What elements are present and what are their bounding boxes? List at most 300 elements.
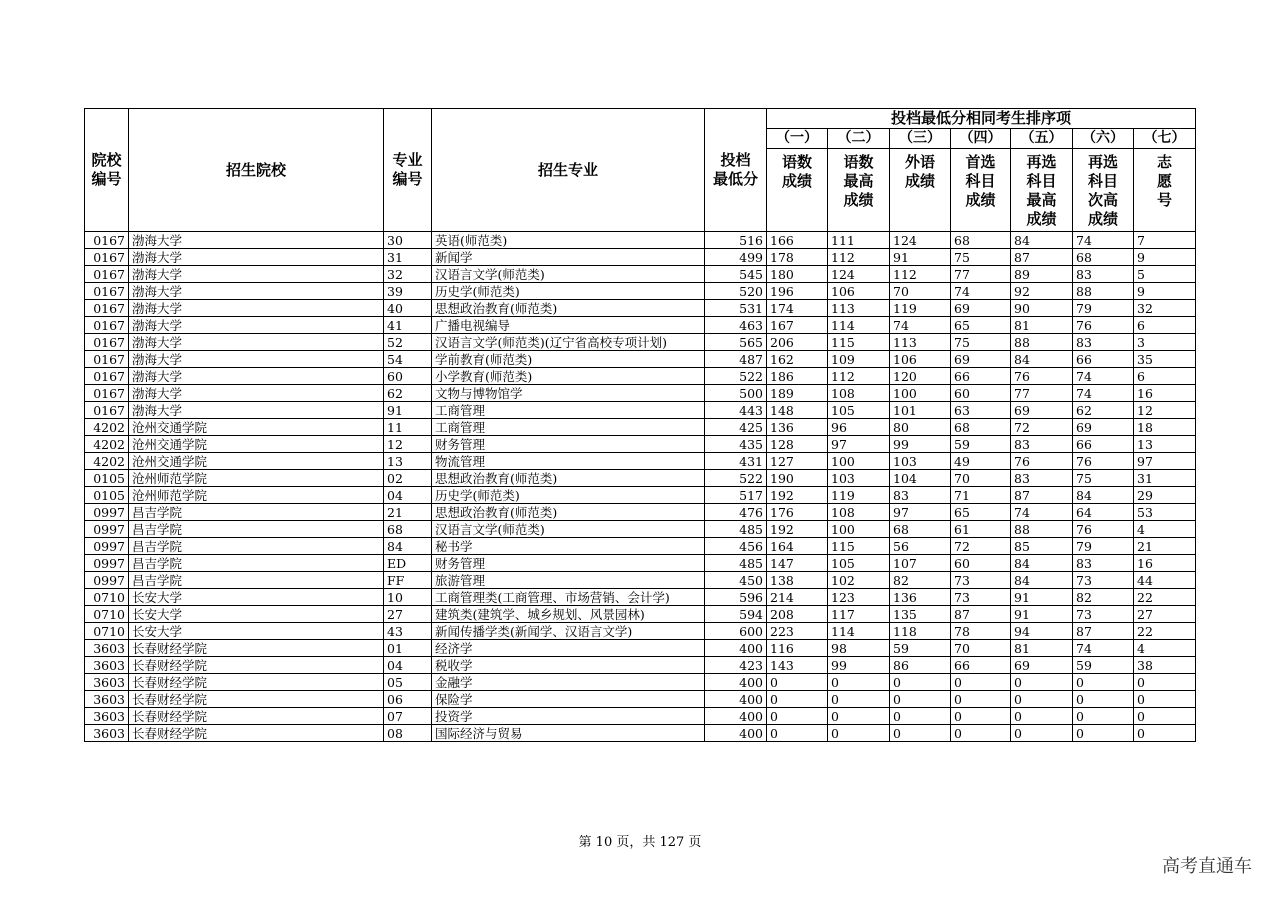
cell-tiebreak-1: 0 <box>767 691 828 708</box>
table-row <box>85 266 1196 283</box>
header-tiebreak-number: （三） <box>890 129 951 149</box>
cell-school-code: 3603 <box>85 725 129 742</box>
cell-tiebreak-1: 196 <box>767 283 828 300</box>
cell-major: 广播电视编导 <box>432 317 705 334</box>
cell-min-score: 596 <box>705 589 767 606</box>
header-tiebreak-number: （一） <box>767 129 828 149</box>
cell-major: 工商管理 <box>432 419 705 436</box>
cell-tiebreak-5: 91 <box>1011 589 1073 606</box>
table-row <box>85 317 1196 334</box>
cell-tiebreak-5: 0 <box>1011 725 1073 742</box>
table-row <box>85 283 1196 300</box>
cell-school-code: 0997 <box>85 572 129 589</box>
cell-tiebreak-1: 116 <box>767 640 828 657</box>
header-major-code: 专业 编号 <box>384 109 432 232</box>
cell-tiebreak-1: 223 <box>767 623 828 640</box>
cell-tiebreak-4: 63 <box>951 402 1011 419</box>
table-row <box>85 657 1196 674</box>
cell-major-code: 68 <box>384 521 432 538</box>
cell-tiebreak-6: 62 <box>1073 402 1134 419</box>
cell-tiebreak-6: 59 <box>1073 657 1134 674</box>
cell-tiebreak-4: 0 <box>951 674 1011 691</box>
cell-tiebreak-6: 74 <box>1073 368 1134 385</box>
table-row <box>85 572 1196 589</box>
cell-major-code: 91 <box>384 402 432 419</box>
cell-school-code: 0167 <box>85 317 129 334</box>
cell-min-score: 522 <box>705 470 767 487</box>
cell-tiebreak-1: 147 <box>767 555 828 572</box>
cell-school: 昌吉学院 <box>129 504 384 521</box>
cell-tiebreak-5: 92 <box>1011 283 1073 300</box>
cell-major-code: 84 <box>384 538 432 555</box>
cell-min-score: 425 <box>705 419 767 436</box>
cell-major: 国际经济与贸易 <box>432 725 705 742</box>
cell-tiebreak-6: 74 <box>1073 640 1134 657</box>
cell-tiebreak-2: 105 <box>828 402 890 419</box>
cell-min-score: 431 <box>705 453 767 470</box>
cell-school: 渤海大学 <box>129 283 384 300</box>
cell-tiebreak-7: 12 <box>1134 402 1196 419</box>
cell-tiebreak-7: 9 <box>1134 283 1196 300</box>
cell-min-score: 485 <box>705 555 767 572</box>
cell-school-code: 0997 <box>85 555 129 572</box>
cell-tiebreak-4: 71 <box>951 487 1011 504</box>
cell-major-code: 06 <box>384 691 432 708</box>
cell-tiebreak-4: 65 <box>951 504 1011 521</box>
cell-major-code: 02 <box>384 470 432 487</box>
cell-tiebreak-3: 0 <box>890 691 951 708</box>
table-row <box>85 725 1196 742</box>
cell-tiebreak-1: 162 <box>767 351 828 368</box>
cell-school-code: 4202 <box>85 453 129 470</box>
cell-tiebreak-2: 97 <box>828 436 890 453</box>
cell-tiebreak-2: 123 <box>828 589 890 606</box>
cell-school-code: 3603 <box>85 674 129 691</box>
cell-tiebreak-6: 83 <box>1073 334 1134 351</box>
cell-tiebreak-2: 115 <box>828 538 890 555</box>
cell-major: 秘书学 <box>432 538 705 555</box>
cell-min-score: 594 <box>705 606 767 623</box>
cell-major: 历史学(师范类) <box>432 283 705 300</box>
table-row <box>85 470 1196 487</box>
cell-tiebreak-4: 66 <box>951 657 1011 674</box>
cell-major-code: 12 <box>384 436 432 453</box>
cell-major-code: FF <box>384 572 432 589</box>
cell-tiebreak-3: 80 <box>890 419 951 436</box>
cell-tiebreak-2: 112 <box>828 368 890 385</box>
cell-tiebreak-6: 0 <box>1073 708 1134 725</box>
table-row <box>85 538 1196 555</box>
cell-tiebreak-1: 164 <box>767 538 828 555</box>
cell-tiebreak-6: 68 <box>1073 249 1134 266</box>
cell-tiebreak-3: 0 <box>890 674 951 691</box>
cell-tiebreak-1: 180 <box>767 266 828 283</box>
cell-tiebreak-7: 3 <box>1134 334 1196 351</box>
table-row <box>85 555 1196 572</box>
cell-school: 长春财经学院 <box>129 708 384 725</box>
header-school-code: 院校 编号 <box>85 109 129 232</box>
cell-tiebreak-5: 91 <box>1011 606 1073 623</box>
cell-tiebreak-2: 0 <box>828 691 890 708</box>
cell-school-code: 0167 <box>85 385 129 402</box>
cell-tiebreak-4: 73 <box>951 572 1011 589</box>
cell-tiebreak-5: 84 <box>1011 555 1073 572</box>
cell-school-code: 3603 <box>85 657 129 674</box>
cell-school: 渤海大学 <box>129 249 384 266</box>
cell-tiebreak-6: 66 <box>1073 436 1134 453</box>
cell-major: 历史学(师范类) <box>432 487 705 504</box>
cell-min-score: 400 <box>705 691 767 708</box>
table-row <box>85 351 1196 368</box>
cell-tiebreak-7: 22 <box>1134 589 1196 606</box>
cell-tiebreak-4: 60 <box>951 555 1011 572</box>
cell-min-score: 400 <box>705 725 767 742</box>
cell-major-code: 52 <box>384 334 432 351</box>
cell-tiebreak-5: 83 <box>1011 436 1073 453</box>
cell-school-code: 0997 <box>85 504 129 521</box>
cell-school-code: 0710 <box>85 606 129 623</box>
cell-min-score: 485 <box>705 521 767 538</box>
cell-major: 金融学 <box>432 674 705 691</box>
header-major: 招生专业 <box>432 109 705 232</box>
cell-school: 长安大学 <box>129 606 384 623</box>
cell-tiebreak-7: 32 <box>1134 300 1196 317</box>
cell-school: 长春财经学院 <box>129 691 384 708</box>
cell-min-score: 545 <box>705 266 767 283</box>
cell-tiebreak-5: 88 <box>1011 521 1073 538</box>
cell-tiebreak-2: 108 <box>828 504 890 521</box>
cell-tiebreak-1: 0 <box>767 725 828 742</box>
header-tiebreak-label: 志 愿 号 <box>1134 149 1196 232</box>
cell-major-code: 13 <box>384 453 432 470</box>
cell-school: 渤海大学 <box>129 368 384 385</box>
cell-major: 汉语言文学(师范类)(辽宁省高校专项计划) <box>432 334 705 351</box>
cell-major: 工商管理类(工商管理、市场营销、会计学) <box>432 589 705 606</box>
cell-tiebreak-5: 76 <box>1011 368 1073 385</box>
cell-min-score: 500 <box>705 385 767 402</box>
cell-major-code: ED <box>384 555 432 572</box>
cell-school: 长春财经学院 <box>129 657 384 674</box>
cell-tiebreak-5: 84 <box>1011 572 1073 589</box>
cell-tiebreak-6: 64 <box>1073 504 1134 521</box>
table-row <box>85 691 1196 708</box>
cell-major-code: 10 <box>384 589 432 606</box>
cell-tiebreak-5: 0 <box>1011 691 1073 708</box>
cell-tiebreak-5: 87 <box>1011 249 1073 266</box>
table-row <box>85 589 1196 606</box>
cell-tiebreak-3: 120 <box>890 368 951 385</box>
cell-major: 思想政治教育(师范类) <box>432 504 705 521</box>
cell-tiebreak-4: 73 <box>951 589 1011 606</box>
cell-tiebreak-3: 112 <box>890 266 951 283</box>
cell-tiebreak-6: 74 <box>1073 385 1134 402</box>
cell-tiebreak-6: 87 <box>1073 623 1134 640</box>
cell-tiebreak-3: 91 <box>890 249 951 266</box>
cell-school-code: 0997 <box>85 538 129 555</box>
cell-major: 汉语言文学(师范类) <box>432 266 705 283</box>
cell-tiebreak-2: 96 <box>828 419 890 436</box>
cell-tiebreak-2: 119 <box>828 487 890 504</box>
cell-school: 昌吉学院 <box>129 538 384 555</box>
cell-min-score: 443 <box>705 402 767 419</box>
cell-tiebreak-1: 214 <box>767 589 828 606</box>
cell-tiebreak-7: 97 <box>1134 453 1196 470</box>
cell-tiebreak-5: 87 <box>1011 487 1073 504</box>
cell-min-score: 476 <box>705 504 767 521</box>
cell-school: 沧州师范学院 <box>129 470 384 487</box>
header-school: 招生院校 <box>129 109 384 232</box>
cell-tiebreak-4: 65 <box>951 317 1011 334</box>
cell-tiebreak-2: 98 <box>828 640 890 657</box>
cell-tiebreak-5: 94 <box>1011 623 1073 640</box>
cell-school-code: 3603 <box>85 708 129 725</box>
header-tiebreak-number: （六） <box>1073 129 1134 149</box>
table-row <box>85 419 1196 436</box>
cell-major: 小学教育(师范类) <box>432 368 705 385</box>
cell-school-code: 3603 <box>85 691 129 708</box>
cell-major: 投资学 <box>432 708 705 725</box>
cell-tiebreak-7: 35 <box>1134 351 1196 368</box>
table-row <box>85 640 1196 657</box>
cell-major-code: 41 <box>384 317 432 334</box>
cell-school: 昌吉学院 <box>129 521 384 538</box>
cell-tiebreak-4: 75 <box>951 249 1011 266</box>
cell-tiebreak-5: 72 <box>1011 419 1073 436</box>
cell-tiebreak-5: 77 <box>1011 385 1073 402</box>
cell-min-score: 531 <box>705 300 767 317</box>
cell-tiebreak-3: 68 <box>890 521 951 538</box>
cell-min-score: 463 <box>705 317 767 334</box>
cell-min-score: 435 <box>705 436 767 453</box>
cell-tiebreak-1: 178 <box>767 249 828 266</box>
cell-tiebreak-5: 76 <box>1011 453 1073 470</box>
cell-school: 渤海大学 <box>129 351 384 368</box>
cell-tiebreak-5: 0 <box>1011 708 1073 725</box>
cell-tiebreak-6: 79 <box>1073 538 1134 555</box>
cell-tiebreak-1: 128 <box>767 436 828 453</box>
cell-tiebreak-6: 73 <box>1073 572 1134 589</box>
cell-school: 长春财经学院 <box>129 640 384 657</box>
cell-tiebreak-1: 127 <box>767 453 828 470</box>
cell-min-score: 423 <box>705 657 767 674</box>
cell-tiebreak-2: 114 <box>828 317 890 334</box>
cell-tiebreak-3: 74 <box>890 317 951 334</box>
cell-school-code: 0167 <box>85 266 129 283</box>
cell-major: 文物与博物馆学 <box>432 385 705 402</box>
header-tiebreak-label: 语数 最高 成绩 <box>828 149 890 232</box>
cell-school-code: 0167 <box>85 283 129 300</box>
cell-tiebreak-1: 192 <box>767 521 828 538</box>
cell-major: 学前教育(师范类) <box>432 351 705 368</box>
page-number: 第 10 页，共 127 页 <box>578 835 702 850</box>
cell-min-score: 517 <box>705 487 767 504</box>
cell-tiebreak-1: 166 <box>767 232 828 249</box>
cell-min-score: 400 <box>705 674 767 691</box>
table-row <box>85 368 1196 385</box>
cell-tiebreak-1: 208 <box>767 606 828 623</box>
table-row <box>85 385 1196 402</box>
cell-tiebreak-7: 5 <box>1134 266 1196 283</box>
header-min-score: 投档 最低分 <box>705 109 767 232</box>
cell-major: 思想政治教育(师范类) <box>432 470 705 487</box>
cell-tiebreak-4: 70 <box>951 470 1011 487</box>
cell-tiebreak-3: 0 <box>890 708 951 725</box>
cell-tiebreak-2: 115 <box>828 334 890 351</box>
cell-school: 渤海大学 <box>129 266 384 283</box>
cell-tiebreak-5: 81 <box>1011 317 1073 334</box>
cell-tiebreak-6: 76 <box>1073 317 1134 334</box>
cell-tiebreak-4: 72 <box>951 538 1011 555</box>
cell-major: 新闻学 <box>432 249 705 266</box>
table-row <box>85 708 1196 725</box>
cell-tiebreak-7: 22 <box>1134 623 1196 640</box>
header-tiebreak-label: 再选 科目 次高 成绩 <box>1073 149 1134 232</box>
cell-tiebreak-7: 38 <box>1134 657 1196 674</box>
table-header <box>85 109 1196 232</box>
cell-tiebreak-4: 74 <box>951 283 1011 300</box>
table-row <box>85 623 1196 640</box>
cell-tiebreak-7: 18 <box>1134 419 1196 436</box>
cell-tiebreak-3: 124 <box>890 232 951 249</box>
cell-tiebreak-4: 0 <box>951 725 1011 742</box>
cell-major-code: 05 <box>384 674 432 691</box>
table-row <box>85 436 1196 453</box>
cell-major-code: 11 <box>384 419 432 436</box>
cell-school-code: 0710 <box>85 589 129 606</box>
cell-tiebreak-6: 79 <box>1073 300 1134 317</box>
cell-min-score: 487 <box>705 351 767 368</box>
cell-tiebreak-7: 53 <box>1134 504 1196 521</box>
cell-tiebreak-4: 69 <box>951 351 1011 368</box>
cell-school-code: 4202 <box>85 436 129 453</box>
cell-tiebreak-7: 27 <box>1134 606 1196 623</box>
cell-tiebreak-7: 0 <box>1134 725 1196 742</box>
cell-tiebreak-6: 88 <box>1073 283 1134 300</box>
cell-min-score: 450 <box>705 572 767 589</box>
cell-tiebreak-2: 0 <box>828 708 890 725</box>
header-tiebreak-label: 外语 成绩 <box>890 149 951 232</box>
cell-major: 工商管理 <box>432 402 705 419</box>
cell-major-code: 54 <box>384 351 432 368</box>
cell-major: 保险学 <box>432 691 705 708</box>
cell-tiebreak-2: 112 <box>828 249 890 266</box>
cell-tiebreak-1: 143 <box>767 657 828 674</box>
table-row <box>85 300 1196 317</box>
cell-major: 建筑类(建筑学、城乡规划、风景园林) <box>432 606 705 623</box>
cell-tiebreak-2: 114 <box>828 623 890 640</box>
cell-major: 汉语言文学(师范类) <box>432 521 705 538</box>
cell-school: 渤海大学 <box>129 385 384 402</box>
cell-tiebreak-3: 118 <box>890 623 951 640</box>
cell-tiebreak-4: 69 <box>951 300 1011 317</box>
cell-school-code: 0105 <box>85 487 129 504</box>
cell-tiebreak-3: 101 <box>890 402 951 419</box>
cell-tiebreak-7: 4 <box>1134 521 1196 538</box>
cell-major-code: 32 <box>384 266 432 283</box>
cell-tiebreak-6: 0 <box>1073 691 1134 708</box>
cell-min-score: 520 <box>705 283 767 300</box>
cell-school-code: 0167 <box>85 368 129 385</box>
cell-tiebreak-3: 97 <box>890 504 951 521</box>
header-tiebreak-number: （二） <box>828 129 890 149</box>
cell-major: 经济学 <box>432 640 705 657</box>
table-row <box>85 232 1196 249</box>
cell-tiebreak-3: 70 <box>890 283 951 300</box>
cell-major-code: 31 <box>384 249 432 266</box>
cell-tiebreak-4: 0 <box>951 691 1011 708</box>
cell-tiebreak-2: 109 <box>828 351 890 368</box>
cell-tiebreak-7: 16 <box>1134 555 1196 572</box>
header-tiebreak-label: 语数 成绩 <box>767 149 828 232</box>
cell-school: 渤海大学 <box>129 232 384 249</box>
cell-tiebreak-3: 103 <box>890 453 951 470</box>
header-tiebreak-group: 投档最低分相同考生排序项 <box>767 109 1196 129</box>
cell-major: 财务管理 <box>432 555 705 572</box>
cell-school-code: 0167 <box>85 402 129 419</box>
cell-tiebreak-1: 192 <box>767 487 828 504</box>
cell-tiebreak-5: 81 <box>1011 640 1073 657</box>
cell-tiebreak-7: 6 <box>1134 317 1196 334</box>
cell-major-code: 07 <box>384 708 432 725</box>
table-row <box>85 521 1196 538</box>
table-row <box>85 487 1196 504</box>
cell-tiebreak-1: 206 <box>767 334 828 351</box>
cell-tiebreak-5: 0 <box>1011 674 1073 691</box>
cell-min-score: 516 <box>705 232 767 249</box>
cell-tiebreak-3: 83 <box>890 487 951 504</box>
cell-tiebreak-5: 69 <box>1011 657 1073 674</box>
cell-tiebreak-7: 6 <box>1134 368 1196 385</box>
header-tiebreak-label: 再选 科目 最高 成绩 <box>1011 149 1073 232</box>
cell-min-score: 400 <box>705 708 767 725</box>
header-tiebreak-label: 首选 科目 成绩 <box>951 149 1011 232</box>
cell-tiebreak-4: 61 <box>951 521 1011 538</box>
cell-major: 财务管理 <box>432 436 705 453</box>
cell-tiebreak-2: 103 <box>828 470 890 487</box>
cell-tiebreak-7: 7 <box>1134 232 1196 249</box>
cell-major-code: 30 <box>384 232 432 249</box>
cell-tiebreak-2: 111 <box>828 232 890 249</box>
cell-major: 思想政治教育(师范类) <box>432 300 705 317</box>
cell-tiebreak-7: 9 <box>1134 249 1196 266</box>
cell-tiebreak-4: 59 <box>951 436 1011 453</box>
cell-tiebreak-3: 56 <box>890 538 951 555</box>
cell-tiebreak-5: 74 <box>1011 504 1073 521</box>
cell-tiebreak-4: 77 <box>951 266 1011 283</box>
table-row <box>85 334 1196 351</box>
cell-major: 税收学 <box>432 657 705 674</box>
cell-tiebreak-5: 90 <box>1011 300 1073 317</box>
cell-tiebreak-2: 0 <box>828 674 890 691</box>
cell-tiebreak-6: 73 <box>1073 606 1134 623</box>
cell-tiebreak-6: 74 <box>1073 232 1134 249</box>
cell-tiebreak-7: 21 <box>1134 538 1196 555</box>
cell-tiebreak-7: 0 <box>1134 708 1196 725</box>
cell-tiebreak-1: 176 <box>767 504 828 521</box>
cell-tiebreak-5: 84 <box>1011 232 1073 249</box>
cell-school: 昌吉学院 <box>129 572 384 589</box>
cell-tiebreak-6: 76 <box>1073 453 1134 470</box>
admission-score-table <box>84 108 1196 742</box>
cell-tiebreak-2: 0 <box>828 725 890 742</box>
cell-tiebreak-3: 0 <box>890 725 951 742</box>
cell-tiebreak-3: 136 <box>890 589 951 606</box>
cell-tiebreak-5: 85 <box>1011 538 1073 555</box>
cell-tiebreak-2: 124 <box>828 266 890 283</box>
cell-tiebreak-4: 87 <box>951 606 1011 623</box>
cell-tiebreak-6: 83 <box>1073 555 1134 572</box>
cell-tiebreak-4: 66 <box>951 368 1011 385</box>
